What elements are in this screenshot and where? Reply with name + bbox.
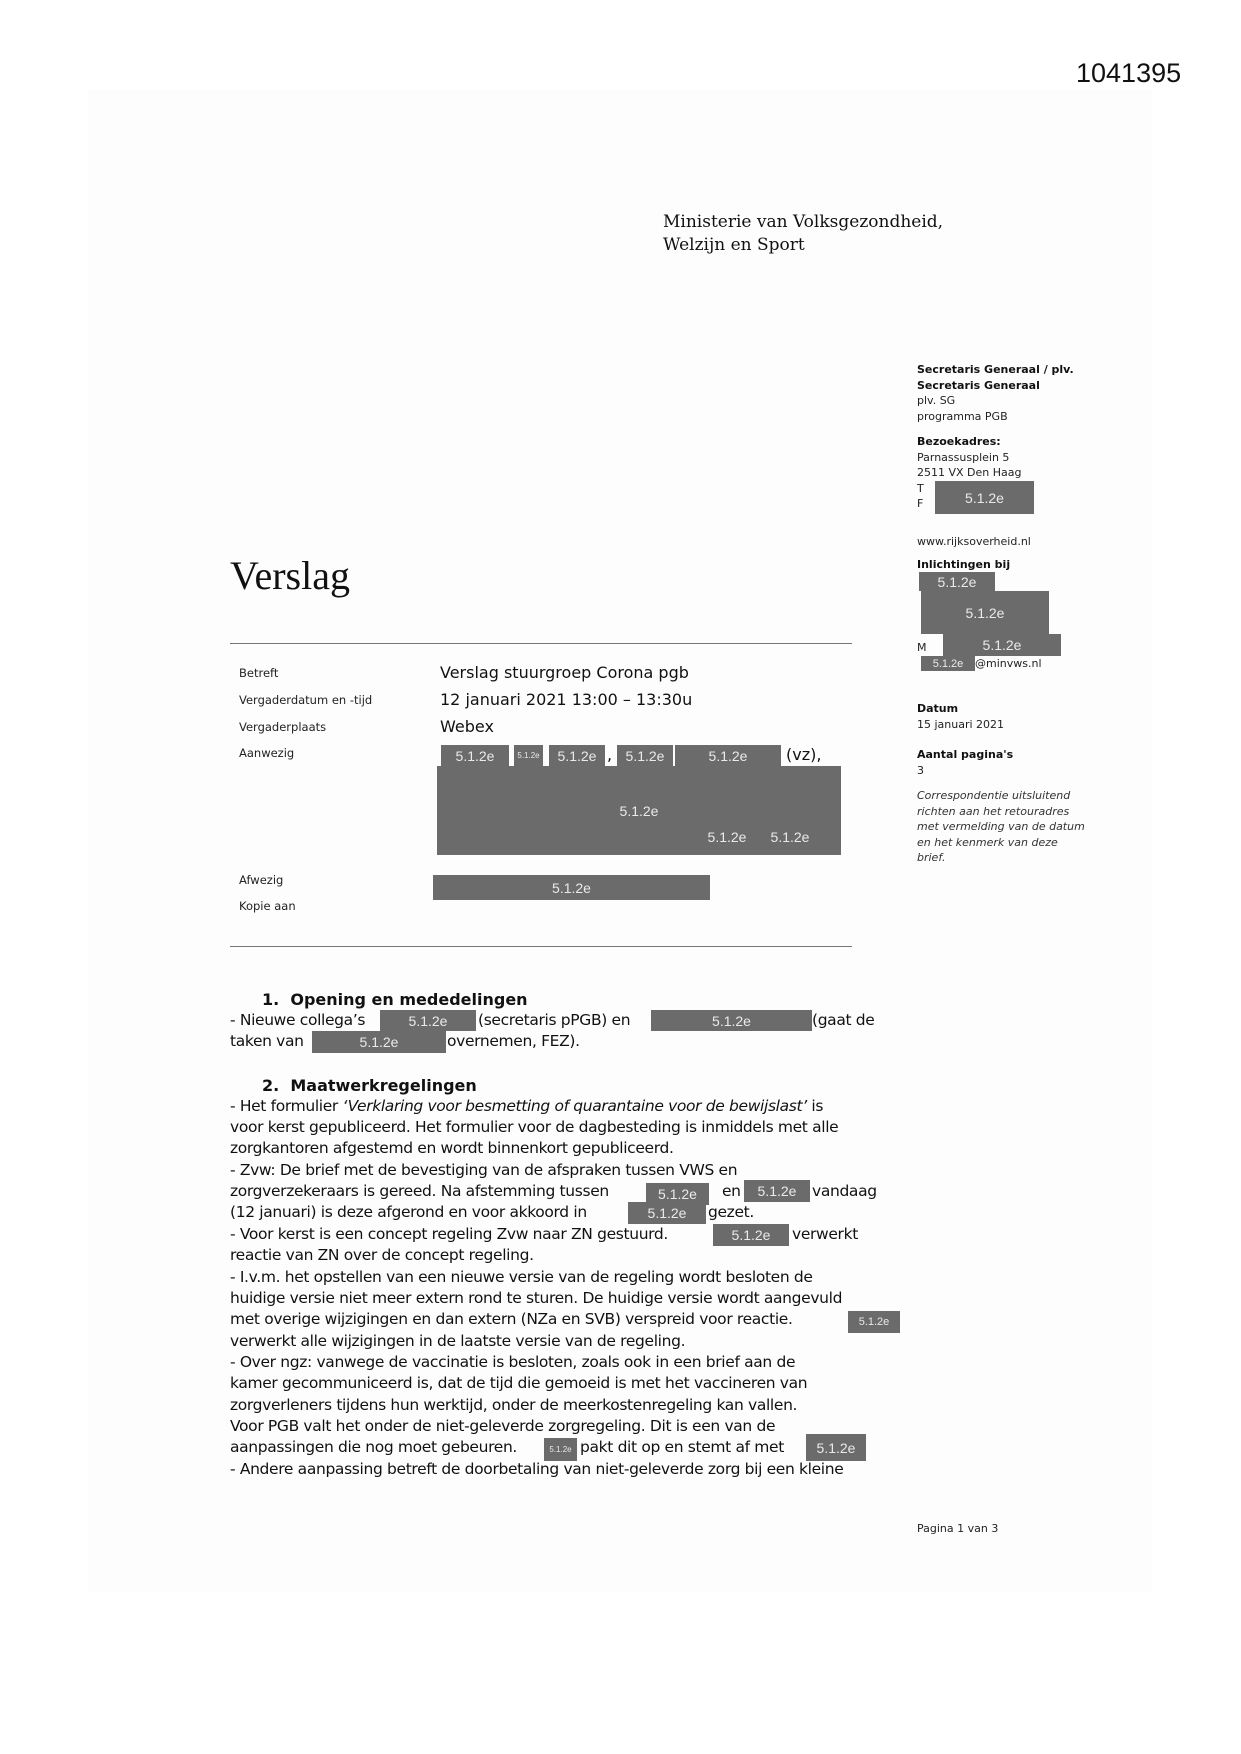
text-line: verwerkt alle wijzigingen in de laatste versie van de regeling. [230, 1332, 686, 1350]
date-block [917, 701, 1004, 732]
copy-label: Kopie aan [239, 899, 296, 913]
redaction-block: 5.1.2e [441, 745, 509, 766]
redaction-block: 5.1.2e [848, 1311, 900, 1333]
info-label-text: Inlichtingen bij [917, 558, 1011, 571]
present-comma: , [607, 745, 613, 764]
address-line-1: Parnassusplein 5 [917, 450, 1010, 464]
redaction-block: 5.1.2e [806, 1434, 866, 1461]
present-label: Aanwezig [239, 746, 295, 760]
text-line [230, 1097, 823, 1115]
text-line: huidige versie niet meer extern rond te sturen. De huidige versie wordt aangevuld [230, 1289, 843, 1307]
sidebar-org [917, 362, 1074, 424]
redaction-block: 5.1.2e [651, 1010, 812, 1031]
email-suffix: @minvws.nl [975, 657, 1042, 670]
text-line: overnemen, FEZ). [447, 1032, 580, 1050]
redaction-label: 5.1.2e [770, 829, 810, 845]
redaction-block: 5.1.2e [312, 1031, 446, 1053]
redaction-block: 5.1.2e [713, 1224, 789, 1246]
redaction-block: 5.1.2e [549, 745, 605, 766]
text-line: zorgverleners tijdens hun werktijd, onder de meerkostenregeling kan vallen. [230, 1396, 798, 1414]
document-id: 1041395 [1076, 58, 1182, 88]
text-line: en [722, 1182, 741, 1200]
text-line: met overige wijzigingen en dan extern (NZa en SVB) verspreid voor reactie. [230, 1310, 793, 1328]
text-line: - I.v.m. het opstellen van een nieuwe versie van de regeling wordt besloten de [230, 1268, 813, 1286]
notice-line: Correspondentie uitsluitend [917, 789, 1071, 802]
address-line-2: 2511 VX Den Haag [917, 466, 1022, 479]
heading-text: Maatwerkregelingen [290, 1076, 477, 1095]
fax-prefix: F [917, 497, 924, 510]
notice-line: brief. [917, 851, 946, 864]
page-number: Pagina 1 van 3 [917, 1522, 999, 1535]
text-line: aanpassingen die nog moet gebeuren. [230, 1438, 518, 1456]
text-line: kamer gecommuniceerd is, dat de tijd die gemoeid is met het vaccineren van [230, 1374, 808, 1392]
org-line-1: Secretaris Generaal / plv. [917, 363, 1074, 376]
location-value: Webex [440, 717, 494, 736]
subject-value: Verslag stuurgroep Corona pgb [440, 663, 689, 682]
page-title: Verslag [230, 553, 350, 598]
redaction-label: 5.1.2e [707, 829, 747, 845]
text-line: zorgverzekeraars is gereed. Na afstemming tussen [230, 1182, 609, 1200]
redaction-block: 5.1.2e [943, 634, 1061, 656]
info-label [917, 557, 1010, 573]
org-line-2: Secretaris Generaal [917, 378, 1040, 392]
mobile-prefix: M [917, 641, 927, 654]
ministry-line-2: Welzijn en Sport [663, 235, 805, 255]
section-heading-2 [262, 1076, 477, 1095]
pages-value: 3 [917, 763, 924, 777]
redaction-label: 5.1.2e [619, 802, 659, 819]
text-line: Voor PGB valt het onder de niet-geleverde zorgregeling. Dit is een van de [230, 1417, 776, 1435]
text-line: pakt dit op en stemt af met [580, 1438, 784, 1456]
pages-block [917, 747, 1013, 778]
redaction-block: 5.1.2e [433, 875, 710, 900]
notice-line: met vermelding van de datum [917, 820, 1085, 833]
divider [230, 643, 852, 644]
divider [230, 946, 852, 947]
text-line: (12 januari) is deze afgerond en voor akkoord in [230, 1203, 587, 1221]
location-label: Vergaderplaats [239, 720, 327, 734]
phone-prefix: T [917, 481, 924, 495]
redaction-block: 5.1.2e [935, 481, 1034, 514]
website: www.rijksoverheid.nl [917, 535, 1031, 548]
date-value: 15 januari 2021 [917, 717, 1005, 731]
notice-line: richten aan het retouradres [917, 804, 1070, 818]
form-title-italic: ‘Verklaring voor besmetting of quarantaine voor de bewijslast’ [342, 1097, 807, 1115]
datetime-label: Vergaderdatum en -tijd [239, 693, 373, 707]
visit-address-label: Bezoekadres: [917, 435, 1001, 448]
redaction-block: 5.1.2e [514, 745, 543, 766]
text-line: zorgkantoren afgestemd en wordt binnenkort gepubliceerd. [230, 1139, 674, 1157]
text-line: gezet. [708, 1203, 754, 1221]
subject-label: Betreft [239, 666, 279, 680]
text-line: - Nieuwe collega’s [230, 1011, 366, 1029]
date-label: Datum [917, 702, 959, 715]
redaction-block: 5.1.2e [675, 745, 781, 766]
redaction-block: 5.1.2e [380, 1010, 476, 1031]
redaction-block: 5.1.2e [544, 1438, 577, 1461]
text-line: (secretaris pPGB) en [478, 1011, 631, 1029]
ministry-logo-text [663, 211, 943, 257]
text-line: - Voor kerst is een concept regeling Zvw naar ZN gestuurd. [230, 1225, 669, 1243]
text-line: - Andere aanpassing betreft de doorbetaling van niet-geleverde zorg bij een kleine [230, 1460, 844, 1478]
redaction-block: 5.1.2e [919, 572, 995, 591]
text-span: - Het formulier [230, 1097, 343, 1115]
notice-line: en het kenmerk van deze [917, 835, 1058, 849]
org-line-3: plv. SG [917, 394, 956, 407]
heading-text: Opening en mededelingen [290, 990, 528, 1009]
redaction-block: 5.1.2e [921, 591, 1049, 634]
text-line: - Zvw: De brief met de bevestiging van de afspraken tussen VWS en [230, 1161, 738, 1179]
ministry-line-1: Ministerie van Volksgezondheid, [663, 212, 944, 232]
section-heading-1 [262, 990, 528, 1009]
absent-label: Afwezig [239, 873, 284, 887]
redaction-block: 5.1.2e [744, 1180, 810, 1202]
datetime-value: 12 januari 2021 13:00 – 13:30u [440, 690, 693, 709]
text-line: taken van [230, 1032, 304, 1050]
text-line: - Over ngz: vanwege de vaccinatie is besloten, zoals ook in een brief aan de [230, 1353, 796, 1371]
redaction-block: 5.1.2e [646, 1183, 709, 1205]
text-line: vandaag [812, 1182, 877, 1200]
heading-number: 1. [262, 990, 280, 1009]
chair-suffix: (vz), [786, 745, 822, 764]
text-line: verwerkt [792, 1225, 858, 1243]
correspondence-notice [917, 788, 1085, 866]
heading-number: 2. [262, 1076, 280, 1095]
redaction-block: 5.1.2e [921, 656, 975, 671]
text-line: reactie van ZN over de concept regeling. [230, 1246, 534, 1264]
org-line-4: programma PGB [917, 409, 1008, 423]
redaction-block: 5.1.2e [617, 745, 673, 766]
text-line: (gaat de [812, 1011, 875, 1029]
text-line: voor kerst gepubliceerd. Het formulier voor de dagbesteding is inmiddels met alle [230, 1118, 839, 1136]
redaction-block: 5.1.2e [628, 1202, 706, 1224]
pages-label: Aantal pagina's [917, 748, 1014, 761]
text-span: is [806, 1097, 824, 1115]
